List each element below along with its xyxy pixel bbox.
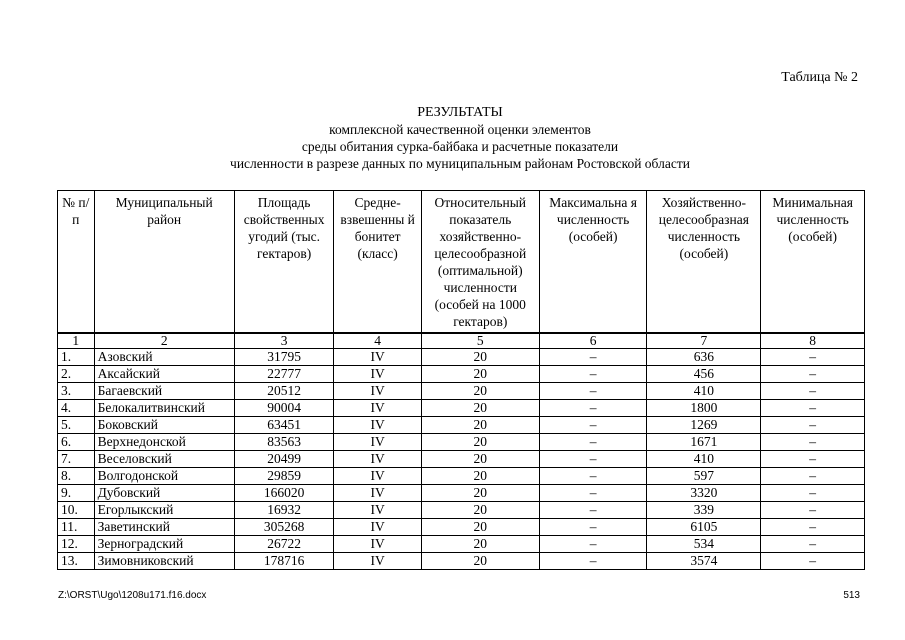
district-name: Зерноградский (94, 536, 234, 553)
district-name: Белокалитвинский (94, 400, 234, 417)
class-value: IV (334, 519, 421, 536)
area-value: 31795 (234, 349, 334, 366)
min-value: – (761, 451, 865, 468)
heading-line: комплексной качественной оценки элементов (329, 122, 591, 137)
relative-value: 20 (421, 400, 539, 417)
optimal-value: 636 (647, 349, 761, 366)
row-number: 6. (58, 434, 95, 451)
optimal-value: 410 (647, 383, 761, 400)
row-number: 2. (58, 366, 95, 383)
optimal-value: 1800 (647, 400, 761, 417)
column-number: 2 (94, 333, 234, 349)
max-value: – (539, 553, 647, 570)
column-number-row (58, 333, 865, 349)
district-name: Азовский (94, 349, 234, 366)
table-row (58, 451, 865, 468)
heading-line: среды обитания сурка-байбака и расчетные показатели (301, 139, 619, 154)
optimal-value: 3320 (647, 485, 761, 502)
min-value: – (761, 519, 865, 536)
min-value: – (761, 417, 865, 434)
class-value: IV (334, 468, 421, 485)
relative-value: 20 (421, 468, 539, 485)
min-value: – (761, 502, 865, 519)
relative-value: 20 (421, 349, 539, 366)
table-row (58, 400, 865, 417)
relative-value: 20 (421, 366, 539, 383)
optimal-value: 534 (647, 536, 761, 553)
column-number: 8 (761, 333, 865, 349)
class-value: IV (334, 349, 421, 366)
relative-value: 20 (421, 434, 539, 451)
district-name: Заветинский (94, 519, 234, 536)
max-value: – (539, 502, 647, 519)
max-value: – (539, 417, 647, 434)
min-value: – (761, 349, 865, 366)
class-value: IV (334, 366, 421, 383)
optimal-value: 339 (647, 502, 761, 519)
class-value: IV (334, 417, 421, 434)
row-number: 4. (58, 400, 95, 417)
table-row (58, 485, 865, 502)
table-row (58, 553, 865, 570)
max-value: – (539, 366, 647, 383)
area-value: 20512 (234, 383, 334, 400)
relative-value: 20 (421, 485, 539, 502)
row-number: 12. (58, 536, 95, 553)
area-value: 63451 (234, 417, 334, 434)
column-header: Муниципальный район (94, 191, 234, 334)
optimal-value: 1269 (647, 417, 761, 434)
min-value: – (761, 400, 865, 417)
optimal-value: 597 (647, 468, 761, 485)
min-value: – (761, 553, 865, 570)
min-value: – (761, 485, 865, 502)
column-header: Площадь свойственных угодий (тыс. гектаров) (234, 191, 334, 334)
optimal-value: 6105 (647, 519, 761, 536)
row-number: 13. (58, 553, 95, 570)
relative-value: 20 (421, 417, 539, 434)
district-name: Багаевский (94, 383, 234, 400)
column-header: Средне-взвешенны й бонитет (класс) (334, 191, 421, 334)
optimal-value: 410 (647, 451, 761, 468)
max-value: – (539, 536, 647, 553)
area-value: 305268 (234, 519, 334, 536)
heading-title: РЕЗУЛЬТАТЫ (417, 105, 503, 120)
row-number: 3. (58, 383, 95, 400)
max-value: – (539, 383, 647, 400)
max-value: – (539, 468, 647, 485)
min-value: – (761, 434, 865, 451)
district-name: Волгодонской (94, 468, 234, 485)
optimal-value: 456 (647, 366, 761, 383)
area-value: 22777 (234, 366, 334, 383)
min-value: – (761, 536, 865, 553)
table-heading (150, 104, 770, 172)
column-number: 1 (58, 333, 95, 349)
column-number: 7 (647, 333, 761, 349)
column-header: Максимальна я численность (особей) (539, 191, 647, 334)
district-name: Зимовниковский (94, 553, 234, 570)
column-number: 4 (334, 333, 421, 349)
max-value: – (539, 485, 647, 502)
table-number: Таблица № 2 (781, 70, 858, 85)
area-value: 90004 (234, 400, 334, 417)
table-row (58, 536, 865, 553)
row-number: 7. (58, 451, 95, 468)
min-value: – (761, 383, 865, 400)
footer-file-path: Z:\ORST\Ugo\1208u171.f16.docx (58, 590, 207, 601)
relative-value: 20 (421, 502, 539, 519)
table-row (58, 349, 865, 366)
max-value: – (539, 451, 647, 468)
class-value: IV (334, 400, 421, 417)
district-name: Верхнедонской (94, 434, 234, 451)
table-row (58, 434, 865, 451)
column-header: Относительный показатель хозяйственно-целесообразной (оптимальной) численности (особей на 1000 гектаров) (421, 191, 539, 334)
class-value: IV (334, 553, 421, 570)
min-value: – (761, 468, 865, 485)
relative-value: 20 (421, 553, 539, 570)
row-number: 9. (58, 485, 95, 502)
column-number: 5 (421, 333, 539, 349)
header-row (58, 191, 865, 334)
max-value: – (539, 349, 647, 366)
column-header: Хозяйственно-целесообразная численность (особей) (647, 191, 761, 334)
row-number: 1. (58, 349, 95, 366)
column-number: 3 (234, 333, 334, 349)
table-row (58, 468, 865, 485)
min-value: – (761, 366, 865, 383)
area-value: 166020 (234, 485, 334, 502)
relative-value: 20 (421, 536, 539, 553)
relative-value: 20 (421, 383, 539, 400)
class-value: IV (334, 434, 421, 451)
district-name: Веселовский (94, 451, 234, 468)
max-value: – (539, 519, 647, 536)
table-row (58, 417, 865, 434)
district-name: Боковский (94, 417, 234, 434)
max-value: – (539, 400, 647, 417)
column-number: 6 (539, 333, 647, 349)
district-name: Егорлыкский (94, 502, 234, 519)
column-header: Минимальная численность (особей) (761, 191, 865, 334)
row-number: 10. (58, 502, 95, 519)
table-body (58, 349, 865, 570)
table-row (58, 366, 865, 383)
heading-line: численности в разрезе данных по муниципальным районам Ростовской области (230, 156, 690, 171)
table-row (58, 519, 865, 536)
max-value: – (539, 434, 647, 451)
class-value: IV (334, 502, 421, 519)
area-value: 178716 (234, 553, 334, 570)
table-row (58, 383, 865, 400)
row-number: 8. (58, 468, 95, 485)
footer-page-number: 513 (843, 590, 860, 601)
area-value: 20499 (234, 451, 334, 468)
area-value: 83563 (234, 434, 334, 451)
class-value: IV (334, 536, 421, 553)
row-number: 5. (58, 417, 95, 434)
area-value: 26722 (234, 536, 334, 553)
column-header: № п/п (58, 191, 95, 334)
district-name: Аксайский (94, 366, 234, 383)
class-value: IV (334, 451, 421, 468)
table-row (58, 502, 865, 519)
optimal-value: 3574 (647, 553, 761, 570)
district-name: Дубовский (94, 485, 234, 502)
class-value: IV (334, 485, 421, 502)
class-value: IV (334, 383, 421, 400)
area-value: 16932 (234, 502, 334, 519)
area-value: 29859 (234, 468, 334, 485)
results-table (57, 190, 865, 570)
relative-value: 20 (421, 519, 539, 536)
relative-value: 20 (421, 451, 539, 468)
row-number: 11. (58, 519, 95, 536)
optimal-value: 1671 (647, 434, 761, 451)
